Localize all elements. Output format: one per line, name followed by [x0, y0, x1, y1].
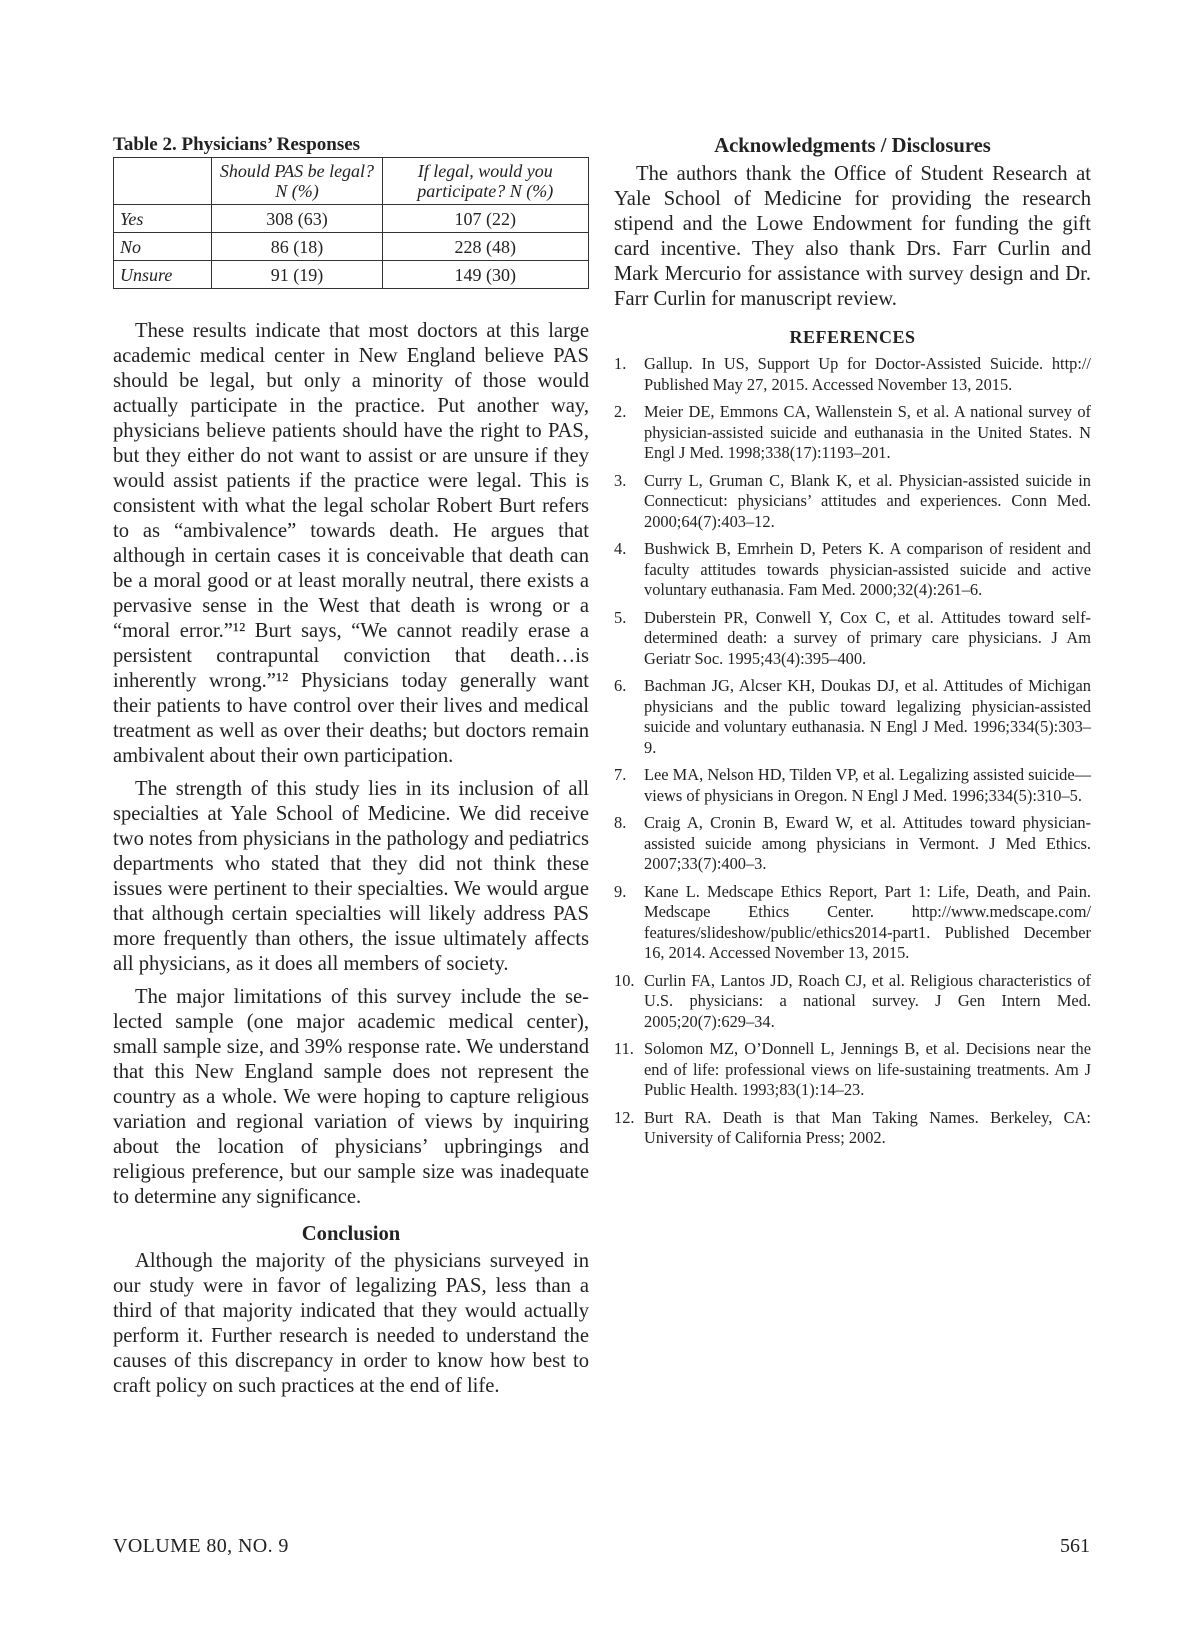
reference-text: Solomon MZ, O’Donnell L, Jennings B, et al. Decisions near the end of life: professional views on life-sustaining treatments. Am J Public Health. 1993;83(1):14–23.	[644, 1039, 1091, 1099]
reference-number: 2.	[614, 402, 627, 421]
reference-number: 12.	[614, 1107, 635, 1127]
reference-text: Burt RA. Death is that Man Taking Names. Berkeley, CA: University of California Press; 2002.	[644, 1107, 1091, 1147]
reference-item	[614, 354, 1091, 395]
reference-number: 10.	[614, 970, 635, 990]
table-caption: Table 2. Physicians’ Responses	[113, 134, 361, 155]
reference-item	[614, 608, 1091, 670]
reference-text: Curry L, Gruman C, Blank K, et al. Physician-assisted suicide in Connecticut: physicians’ attitudes and experiences. Conn Med. 2000;64(7):403–12.	[644, 470, 1091, 531]
reference-text: Curlin FA, Lantos JD, Roach CJ, et al. Religious characteristics of U.S. physicians: a national survey. J Gen Intern Med. 2005;20(7):629–34.	[644, 970, 1091, 1031]
reference-item	[614, 1039, 1091, 1101]
responses-table	[113, 157, 589, 289]
cell-participate: 228 (48)	[382, 233, 588, 261]
reference-number: 5.	[614, 607, 627, 627]
reference-number: 3.	[614, 470, 627, 490]
left-column	[113, 134, 589, 1407]
reference-number: 6.	[614, 676, 627, 695]
row-label: No	[114, 233, 212, 261]
acknowledgments-paragraph: The authors thank the Office of Student Research at Yale School of Medicine for providing the research stipend and the Lowe Endowment for funding the gift card incentive. They also thank Drs. Farr Curlin and Mark Mercurio for assistance with survey design and Dr. Farr Curlin for manuscript review.	[614, 163, 1091, 310]
table-row	[114, 261, 589, 289]
reference-text: Gallup. In US, Support Up for Doctor-Assisted Suicide. http:// Published May 27, 2015. Accessed November 13, 2015.	[644, 354, 1091, 394]
row-label: Yes	[114, 205, 212, 233]
cell-participate: 107 (22)	[382, 205, 588, 233]
body-paragraph-discussion: These results indicate that most doctors at this large academic medical center in New England believe PAS should be legal, but only a minority of those would actually participate in the practice. Put another way, physicians believe patients should have the right to PAS, but they either do not want to assist or are unsure if they would assist patients if the practice were legal. This is consistent with what the legal scholar Robert Burt refers to as “ambivalence” towards death. He argues that although in certain cases it is conceivable that death can be a moral good or at least morally neutral, there exists a pervasive sense in the West that death is wrong or a “moral error.”¹² Burt says, “We cannot readily erase a persistent contrapuntal conviction that death…is inherently wrong.”¹² Physicians today generally want their patients to have control over their lives and medical treatment as well as over their deaths; but doctors remain ambivalent about their own participation.	[113, 320, 589, 767]
reference-number: 8.	[614, 813, 627, 832]
body-paragraph-strength: The strength of this study lies in its inclusion of all specialties at Yale School of Medicine. We did receive two notes from physicians in the pathology and pediatrics departments who stated that they did not think these issues were pertinent to their specialties. We would argue that although certain specialties will likely address PAS more frequently than others, the issue ultimately affects all physicians, as it does all members of society.	[113, 778, 589, 975]
table-header-corner	[114, 158, 212, 205]
conclusion-heading: Conclusion	[301, 1223, 401, 1245]
reference-text: Bachman JG, Alcser KH, Doukas DJ, et al. Attitudes of Michigan physicians and the public toward legalizing physician-assisted suicide and voluntary euthanasia. N Engl J Med. 1996;334(5):303–9.	[644, 676, 1091, 757]
table-header-row	[114, 158, 589, 205]
cell-legal: 308 (63)	[212, 205, 382, 233]
reference-text: Craig A, Cronin B, Eward W, et al. Attitudes toward physician-assisted suicide among physicians in Vermont. J Med Ethics. 2007;33(7):400–3.	[644, 813, 1091, 873]
reference-text: Lee MA, Nelson HD, Tilden VP, et al. Legalizing assisted suicide—views of physicians in Oregon. N Engl J Med. 1996;334(5):310–5.	[644, 765, 1091, 805]
reference-item	[614, 971, 1091, 1033]
reference-number: 1.	[614, 354, 627, 373]
reference-number: 9.	[614, 881, 627, 901]
table-header-participate: If legal, would you participate? N (%)	[382, 158, 588, 205]
reference-item	[614, 813, 1091, 875]
table-row	[114, 233, 589, 261]
reference-item	[614, 765, 1091, 806]
reference-number: 7.	[614, 765, 627, 784]
reference-item	[614, 471, 1091, 533]
reference-text: Kane L. Medscape Ethics Report, Part 1: Life, Death, and Pain. Medscape Ethics Center. http://www.medscape.com/ features/slideshow/public/ethics2014-part1. Published December 16, 2014. Accessed November 13, 2015.	[644, 881, 1091, 962]
reference-text: Meier DE, Emmons CA, Wallenstein S, et al. A national survey of physician-assisted suicide and euthanasia in the United States. N Engl J Med. 1998;338(17):1193–201.	[644, 402, 1091, 462]
reference-item	[614, 676, 1091, 758]
cell-participate: 149 (30)	[382, 261, 588, 289]
reference-text: Duberstein PR, Conwell Y, Cox C, et al. Attitudes toward self-determined death: a survey of primary care physicians. J Am Geriatr Soc. 1995;43(4):395–400.	[644, 607, 1091, 668]
reference-number: 11.	[614, 1039, 634, 1058]
volume-footer: VOLUME 80, NO. 9	[113, 1535, 289, 1557]
reference-item	[614, 539, 1091, 601]
references-list	[614, 354, 1091, 1149]
reference-number: 4.	[614, 539, 627, 558]
row-label: Unsure	[114, 261, 212, 289]
reference-item	[614, 1108, 1091, 1149]
table-header-legal: Should PAS be legal? N (%)	[212, 158, 382, 205]
right-column	[614, 134, 1091, 1156]
conclusion-paragraph: Although the majority of the physicians surveyed in our study were in favor of legalizing PAS, less than a third of that majority indicated that they would actually perform it. Further research is needed to understand the causes of this discrepancy in order to know how best to craft policy on such practices at the end of life.	[113, 1250, 589, 1397]
cell-legal: 91 (19)	[212, 261, 382, 289]
cell-legal: 86 (18)	[212, 233, 382, 261]
reference-text: Bushwick B, Emrhein D, Peters K. A comparison of resident and faculty attitudes towards physician-assisted suicide and active voluntary euthanasia. Fam Med. 2000;32(4):261–6.	[644, 539, 1091, 599]
body-paragraph-limitations: The major limitations of this survey include the selected sample (one major academic medical center), small sample size, and 39% response rate. We understand that this New England sample does not represent the country as a whole. We were hoping to capture religious variation and regional variation of views by inquiring about the location of physicians’ upbringings and religious preference, but our sample size was inadequate to determine any significance.	[113, 986, 589, 1208]
page-number: 561	[1060, 1535, 1090, 1557]
reference-item	[614, 882, 1091, 964]
reference-item	[614, 402, 1091, 464]
acknowledgments-heading: Acknowledgments / Disclosures	[714, 135, 991, 157]
table-row	[114, 205, 589, 233]
references-heading: REFERENCES	[789, 327, 916, 347]
